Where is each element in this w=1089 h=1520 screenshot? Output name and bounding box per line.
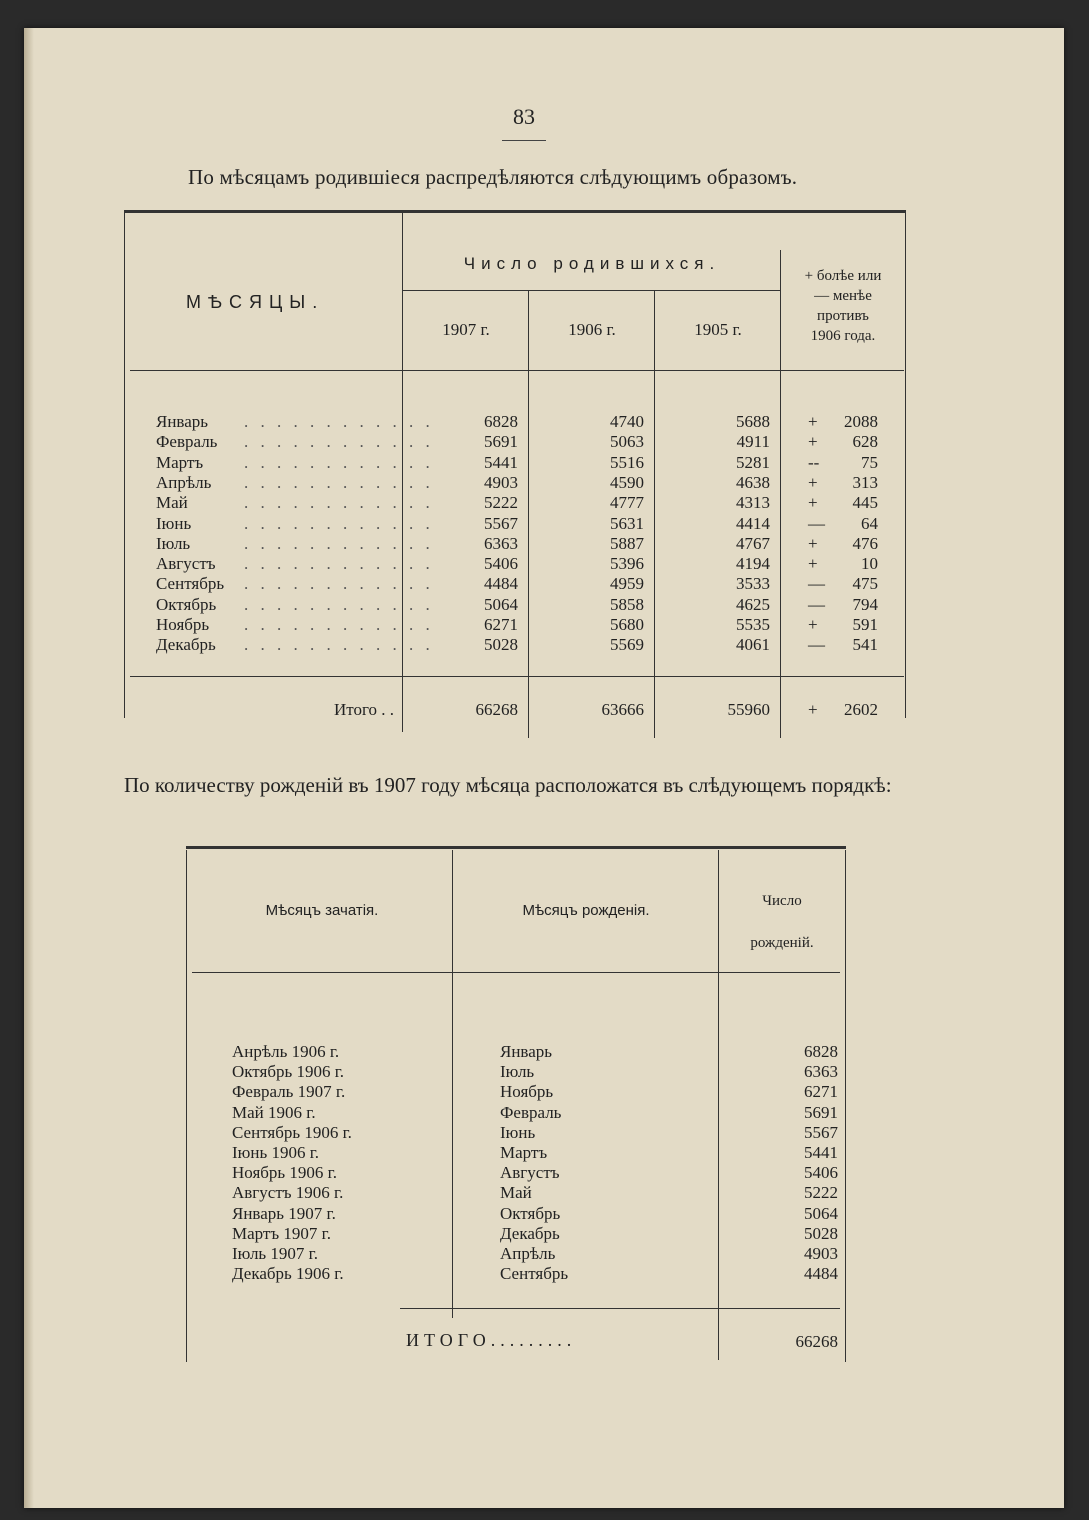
month-name: Май — [156, 493, 188, 513]
leader-dots: . . . . . . . . . . . . — [244, 493, 434, 513]
birth-count: 5567 — [804, 1122, 838, 1142]
diff-value: 10 — [861, 554, 878, 574]
birth-month: Сентябрь — [500, 1264, 569, 1284]
value-1905: 4625 — [736, 594, 770, 614]
month-name: Апрѣль — [156, 472, 212, 492]
birth-month: Январь — [500, 1042, 553, 1061]
value-1905: 4414 — [736, 513, 770, 533]
birth-count: 5064 — [804, 1203, 838, 1223]
leader-dots: . . . . . . . . . . . . — [244, 594, 434, 614]
birth-count: 6271 — [804, 1082, 838, 1102]
table-top-rule — [186, 846, 846, 849]
birth-count: 5028 — [804, 1223, 838, 1243]
month-name: Февраль — [156, 432, 218, 452]
value-1905: 4313 — [736, 493, 770, 513]
section-heading: По мѣсяцамъ родившіеся распредѣляются слѣдующимъ образомъ. — [188, 165, 798, 189]
leader-dots: . . . . . . . . . . . . — [244, 452, 434, 472]
conception-month: Январь 1907 г. — [232, 1203, 336, 1223]
diff-value: 313 — [852, 472, 878, 492]
leader-dots: . . . . . . . . . . . . — [244, 574, 434, 594]
total-count: 66268 — [795, 1332, 838, 1351]
birth-month: Апрѣль — [500, 1244, 556, 1263]
total-label: ИТОГО......... — [406, 1330, 577, 1350]
conception-month: Ноябрь 1906 г. — [232, 1163, 337, 1183]
diff-sign: — — [808, 574, 825, 594]
value-1905: 5281 — [736, 452, 770, 472]
diff-sign: + — [808, 432, 818, 452]
birth-month: Іюль — [500, 1062, 535, 1082]
month-name: Ноябрь — [156, 615, 210, 634]
total-label: Итого . . — [333, 700, 394, 719]
col-header-birth: Мѣсяцъ рожденія. — [522, 902, 650, 919]
conception-month: Анрѣль 1906 г. — [232, 1042, 340, 1061]
col-divider — [780, 250, 781, 738]
col-divider — [528, 290, 529, 738]
diff-sign: + — [808, 533, 818, 553]
diff-sign: — — [808, 594, 825, 614]
header-subrule — [402, 290, 780, 291]
diff-sign: + — [808, 493, 818, 513]
col-divider — [654, 290, 655, 738]
table-top-rule — [124, 210, 906, 213]
birth-count: 5222 — [804, 1183, 838, 1203]
diff-sign: — — [808, 635, 825, 655]
diff-sign: + — [808, 615, 818, 634]
value-1907: 5691 — [484, 432, 518, 452]
value-1907: 5222 — [484, 493, 518, 513]
page-spine-shadow — [24, 28, 34, 1508]
value-1906: 5516 — [610, 452, 644, 472]
birth-count: 5441 — [804, 1143, 838, 1162]
value-1906: 5887 — [610, 533, 644, 553]
value-1905: 4194 — [736, 554, 770, 574]
conception-month: Августъ 1906 г. — [232, 1183, 344, 1203]
month-name: Октябрь — [156, 594, 217, 614]
table-left-border — [186, 850, 187, 1362]
diff-value: 476 — [852, 533, 878, 553]
col-header-1906: 1906 г. — [568, 320, 616, 339]
col-divider — [718, 850, 719, 1360]
value-1907: 5064 — [484, 594, 518, 614]
header-bottom-rule — [192, 972, 840, 973]
value-1906: 4740 — [610, 412, 644, 431]
month-name: Іюль — [156, 533, 191, 553]
page-number-ornament — [502, 134, 546, 141]
birth-count: 5406 — [804, 1163, 838, 1183]
diff-sign: -- — [808, 452, 820, 472]
total-diff-sign: + — [808, 700, 818, 719]
birth-month: Ноябрь — [500, 1082, 554, 1102]
value-1906: 4590 — [610, 472, 644, 492]
value-1906: 5063 — [610, 432, 644, 452]
value-1907: 5028 — [484, 635, 518, 655]
value-1905: 4767 — [736, 533, 770, 553]
value-1907: 5406 — [484, 554, 518, 574]
diff-value: 794 — [852, 594, 878, 614]
total-1906: 63666 — [601, 700, 644, 719]
value-1905: 5535 — [736, 615, 770, 634]
leader-dots: . . . . . . . . . . . . — [244, 432, 434, 452]
leader-dots: . . . . . . . . . . . . — [244, 412, 434, 431]
value-1905: 5688 — [736, 412, 770, 431]
diff-sign: + — [808, 554, 818, 574]
conception-month: Мартъ 1907 г. — [232, 1223, 331, 1243]
value-1905: 4638 — [736, 472, 770, 492]
diff-value: 64 — [861, 513, 878, 533]
conception-month: Декабрь 1906 г. — [232, 1264, 344, 1284]
value-1906: 5680 — [610, 615, 644, 634]
col-header-1907: 1907 г. — [442, 320, 490, 339]
value-1906: 5396 — [610, 554, 644, 574]
leader-dots: . . . . . . . . . . . . — [244, 533, 434, 553]
total-1907: 66268 — [475, 700, 518, 719]
value-1905: 4911 — [736, 432, 770, 452]
birth-month: Мартъ — [500, 1143, 548, 1162]
value-1905: 4061 — [736, 635, 770, 655]
birth-count: 6828 — [804, 1042, 838, 1061]
month-name: Августъ — [156, 554, 216, 574]
value-1906: 5858 — [610, 594, 644, 614]
value-1906: 5631 — [610, 513, 644, 533]
col-header-diff: + болѣе или — менѣе противъ 1906 года. — [804, 268, 882, 344]
conception-month: Іюль 1907 г. — [232, 1244, 318, 1263]
conception-month: Іюнь 1906 г. — [232, 1143, 320, 1162]
birth-count: 4903 — [804, 1244, 838, 1263]
paragraph: По количеству рожденій въ 1907 году мѣсяца расположатся въ слѣдующемъ порядкѣ: — [124, 773, 892, 797]
col-header-conception: Мѣсяцъ зачатія. — [265, 902, 379, 919]
col-header-1905: 1905 г. — [694, 320, 742, 339]
month-name: Іюнь — [156, 513, 192, 533]
month-name: Декабрь — [156, 635, 216, 655]
value-1907: 6828 — [484, 412, 518, 431]
value-1907: 5567 — [484, 513, 518, 533]
value-1907: 6271 — [484, 615, 518, 634]
total-1905: 55960 — [727, 700, 770, 719]
diff-value: 541 — [852, 635, 878, 655]
birth-month: Іюнь — [500, 1122, 536, 1142]
diff-value: 75 — [861, 452, 878, 472]
diff-value: 475 — [852, 574, 878, 594]
table-right-border — [905, 212, 906, 718]
diff-value: 445 — [852, 493, 878, 513]
birth-month: Февраль — [500, 1102, 562, 1122]
birth-count: 4484 — [804, 1264, 838, 1284]
diff-sign: + — [808, 472, 818, 492]
leader-dots: . . . . . . . . . . . . — [244, 554, 434, 574]
value-1906: 4777 — [610, 493, 644, 513]
births-by-month-table — [124, 210, 906, 740]
birth-count: 6363 — [804, 1062, 838, 1082]
month-name: Сентябрь — [156, 574, 225, 594]
value-1907: 5441 — [484, 452, 518, 472]
diff-value: 591 — [852, 615, 878, 634]
table-left-border — [124, 212, 125, 718]
col-header-births: Число родившихся. — [463, 254, 721, 273]
value-1905: 3533 — [736, 574, 770, 594]
value-1907: 6363 — [484, 533, 518, 553]
col-divider — [452, 850, 453, 1318]
ranking-table — [186, 846, 846, 1366]
value-1906: 5569 — [610, 635, 644, 655]
col-header-count: Число рожденій. — [750, 893, 814, 951]
leader-dots: . . . . . . . . . . . . — [244, 513, 434, 533]
diff-value: 2088 — [844, 412, 878, 431]
value-1907: 4903 — [484, 472, 518, 492]
total-rule — [130, 676, 904, 677]
conception-month: Октябрь 1906 г. — [232, 1062, 345, 1082]
birth-month: Декабрь — [500, 1223, 560, 1243]
col-header-month: МѢСЯЦЫ. — [186, 292, 325, 312]
total-diff: 2602 — [844, 700, 878, 719]
leader-dots: . . . . . . . . . . . . — [244, 472, 434, 492]
leader-dots: . . . . . . . . . . . . — [244, 615, 434, 634]
birth-month: Май — [500, 1183, 532, 1203]
diff-sign: + — [808, 412, 818, 431]
value-1907: 4484 — [484, 574, 518, 594]
conception-month: Сентябрь 1906 г. — [232, 1122, 352, 1142]
total-rule — [400, 1308, 840, 1309]
birth-count: 5691 — [804, 1102, 838, 1122]
diff-value: 628 — [852, 432, 878, 452]
month-name: Мартъ — [156, 452, 204, 472]
conception-month: Май 1906 г. — [232, 1102, 316, 1122]
header-bottom-rule — [130, 370, 904, 371]
book-page — [24, 28, 1064, 1508]
value-1906: 4959 — [610, 574, 644, 594]
conception-month: Февраль 1907 г. — [232, 1082, 346, 1102]
birth-month: Августъ — [500, 1163, 560, 1183]
table-right-border — [845, 850, 846, 1362]
page-number: 83 — [513, 104, 535, 129]
leader-dots: . . . . . . . . . . . . — [244, 635, 434, 655]
diff-sign: — — [808, 513, 825, 533]
birth-month: Октябрь — [500, 1203, 561, 1223]
month-name: Январь — [156, 412, 209, 431]
